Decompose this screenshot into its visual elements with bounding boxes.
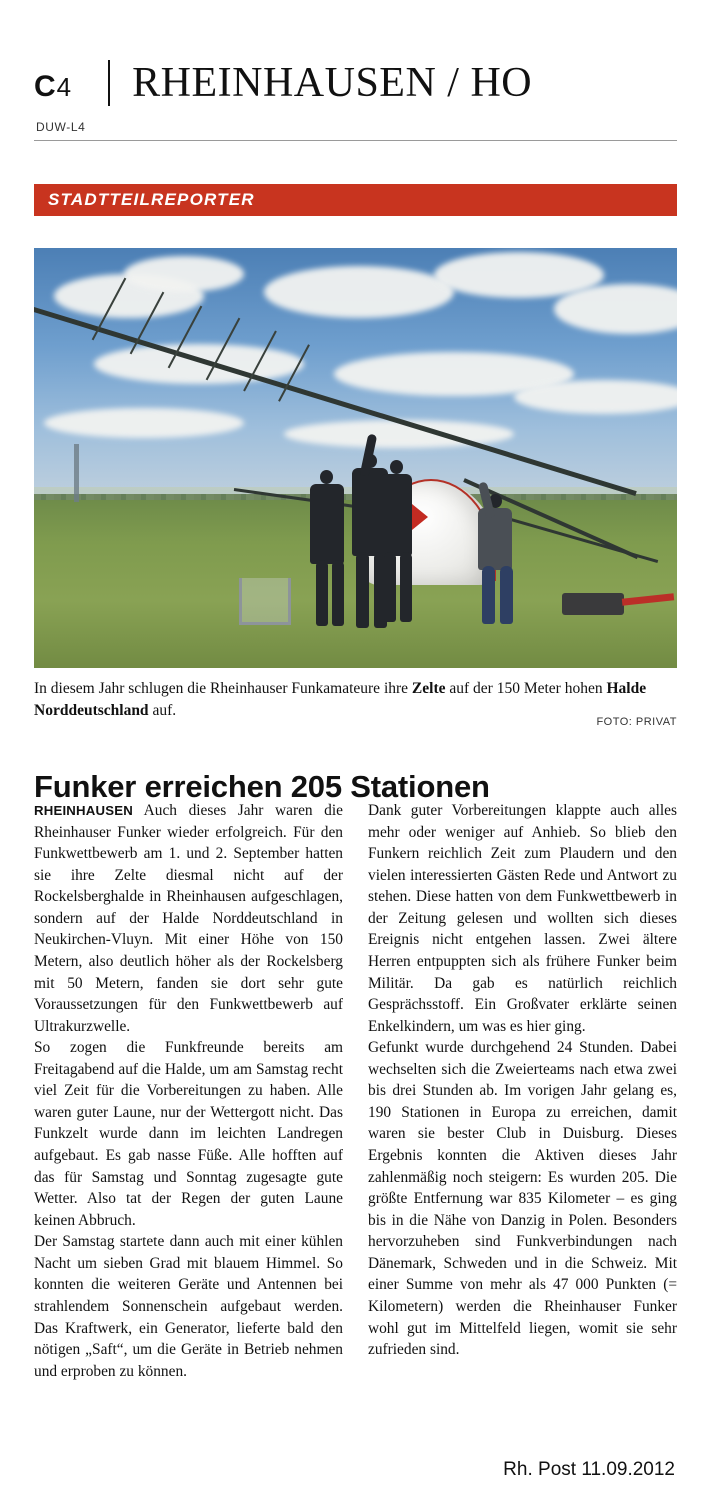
page-title: Funker erreichen 205 Stationen xyxy=(34,768,490,804)
folding-chair xyxy=(239,578,291,625)
caption-text-3: auf. xyxy=(148,702,177,719)
person-head xyxy=(320,470,333,484)
person-legs xyxy=(500,566,513,624)
tent-flag xyxy=(412,504,428,530)
person-legs xyxy=(356,552,369,628)
person-legs xyxy=(482,566,495,624)
person-legs xyxy=(332,560,344,626)
article-paragraph-text: Auch dieses Jahr waren die Rheinhauser Funker wieder erfolgreich. Für den Funkwettbewerb am 1. und 2. September hatten sie ihre Zelte diesmal nicht auf der Rockelsberghalde in Rheinhausen aufgeschlagen, sondern auf der Halde Norddeutschland in Neukirchen-Vluyn. Mit einer Höhe von 150 Metern, also deutlich höher als der Rockelsberg mit 50 Metern, fanden sie dort sehr gute Voraussetzungen für den Funkwettbewerb auf Ultrakurzwelle. xyxy=(34,802,343,1035)
person-figure xyxy=(310,484,344,564)
equipment-case xyxy=(562,593,624,615)
cloud-shape xyxy=(264,266,454,318)
person-legs xyxy=(316,560,328,626)
caption-bold-halde: Halde Norddeutschland xyxy=(34,680,647,719)
article-paragraph xyxy=(34,800,343,1037)
photo-caption xyxy=(34,678,677,722)
header-rule xyxy=(34,140,677,141)
article-column-right xyxy=(368,800,677,1382)
section-title: RHEINHAUSEN / HO xyxy=(132,60,533,106)
article-column-left xyxy=(34,800,343,1382)
article-paragraph: Der Samstag startete dann auch mit einer kühlen Nacht um sieben Grad mit blauem Himmel. So konnten die weiteren Geräte und Antennen bei strahlendem Sonnenschein aufgebaut werden. Das Kraftwerk, ein Generator, lieferte bald den nötigen „Saft“, um die Geräte in Betrieb nehmen und erproben zu können. xyxy=(34,1233,343,1380)
ribbon-label: STADTTEILREPORTER xyxy=(48,190,255,209)
person-figure xyxy=(380,474,412,556)
photo-credit: FOTO: PRIVAT xyxy=(596,716,677,728)
page-code xyxy=(34,72,72,106)
caption-text-1: In diesem Jahr schlugen die Rheinhauser Funkamateure ihre xyxy=(34,680,412,697)
article-paragraph: Dank guter Vorbereitungen klappte auch alles mehr oder weniger auf Anhieb. So blieb den Funkern reichlich Zeit zum Plaudern und den vielen interessierten Gästen Rede und Antwort zu stehen. Diese hatten von dem Funkwettbewerb in der Zeitung gelesen und wollten sich dieses Ereignis nicht entgehen lassen. Zwei ältere Herren entpuppten sich als frühere Funker beim Militär. Da gab es natürlich reichlich Gesprächsstoff. Ein Großvater erklärte seinen Enkelkindern, um was es hier ging. xyxy=(368,802,677,1035)
article-paragraph: Gefunkt wurde durchgehend 24 Stunden. Dabei wechselten sich die Zweierteams nach etwa zwei bis drei Stunden ab. Im vorigen Jahr gelang es, 190 Stationen in Europa zu erreichen, damit waren sie bester Club in Duisburg. Dieses Ergebnis konnten die Aktiven dieses Jahr zahlenmäßig noch steigern: Es wurden 205. Die größte Entfernung war 835 Kilometer – es ging bis in die Nähe von Danzig in Polen. Besonders hervorzuheben sind Funkverbindungen nach Dänemark, Schweden und in die Schweiz. Mit einer Summe von mehr als 47 000 Punkten (= Kilometern) werden die Rheinhauser Funker wohl gut im Mittelfeld liegen, womit sie sehr zufrieden sind. xyxy=(368,1039,677,1359)
source-note: Rh. Post 11.09.2012 xyxy=(503,1459,675,1480)
stadtteilreporter-ribbon xyxy=(34,184,677,216)
masthead-divider xyxy=(108,60,110,106)
caption-bold-zelte: Zelte xyxy=(411,680,446,697)
caption-text-2: auf der 150 Meter hohen xyxy=(445,680,607,697)
cloud-shape xyxy=(44,408,244,438)
page-code-number: 4 xyxy=(56,72,73,102)
cloud-shape xyxy=(124,256,244,292)
power-plant-chimney xyxy=(74,444,79,502)
edition-code: DUW-L4 xyxy=(36,120,86,134)
article-body xyxy=(34,800,677,1382)
article-kicker: RHEINHAUSEN xyxy=(34,803,133,818)
article-paragraph: So zogen die Funkfreunde bereits am Freitagabend auf die Halde, um am Samstag recht viel Zeit für die Vorbereitungen zu haben. Alle waren guter Laune, nur der Wettergott nicht. Das Funkzelt wurde dann im leichten Landregen aufgebaut. Es gab nasse Füße. Alle hofften auf das für Samstag und Sonntag zugesagte gute Wetter. Also tat der Regen der guten Laune keinen Abbruch. xyxy=(34,1039,343,1229)
page-code-letter: C xyxy=(34,70,57,103)
masthead xyxy=(34,50,711,106)
cloud-shape xyxy=(94,344,304,384)
person-figure xyxy=(478,508,512,570)
person-legs xyxy=(400,552,412,622)
person-head xyxy=(390,460,403,474)
person-legs xyxy=(384,552,396,622)
article-photo xyxy=(34,248,677,668)
